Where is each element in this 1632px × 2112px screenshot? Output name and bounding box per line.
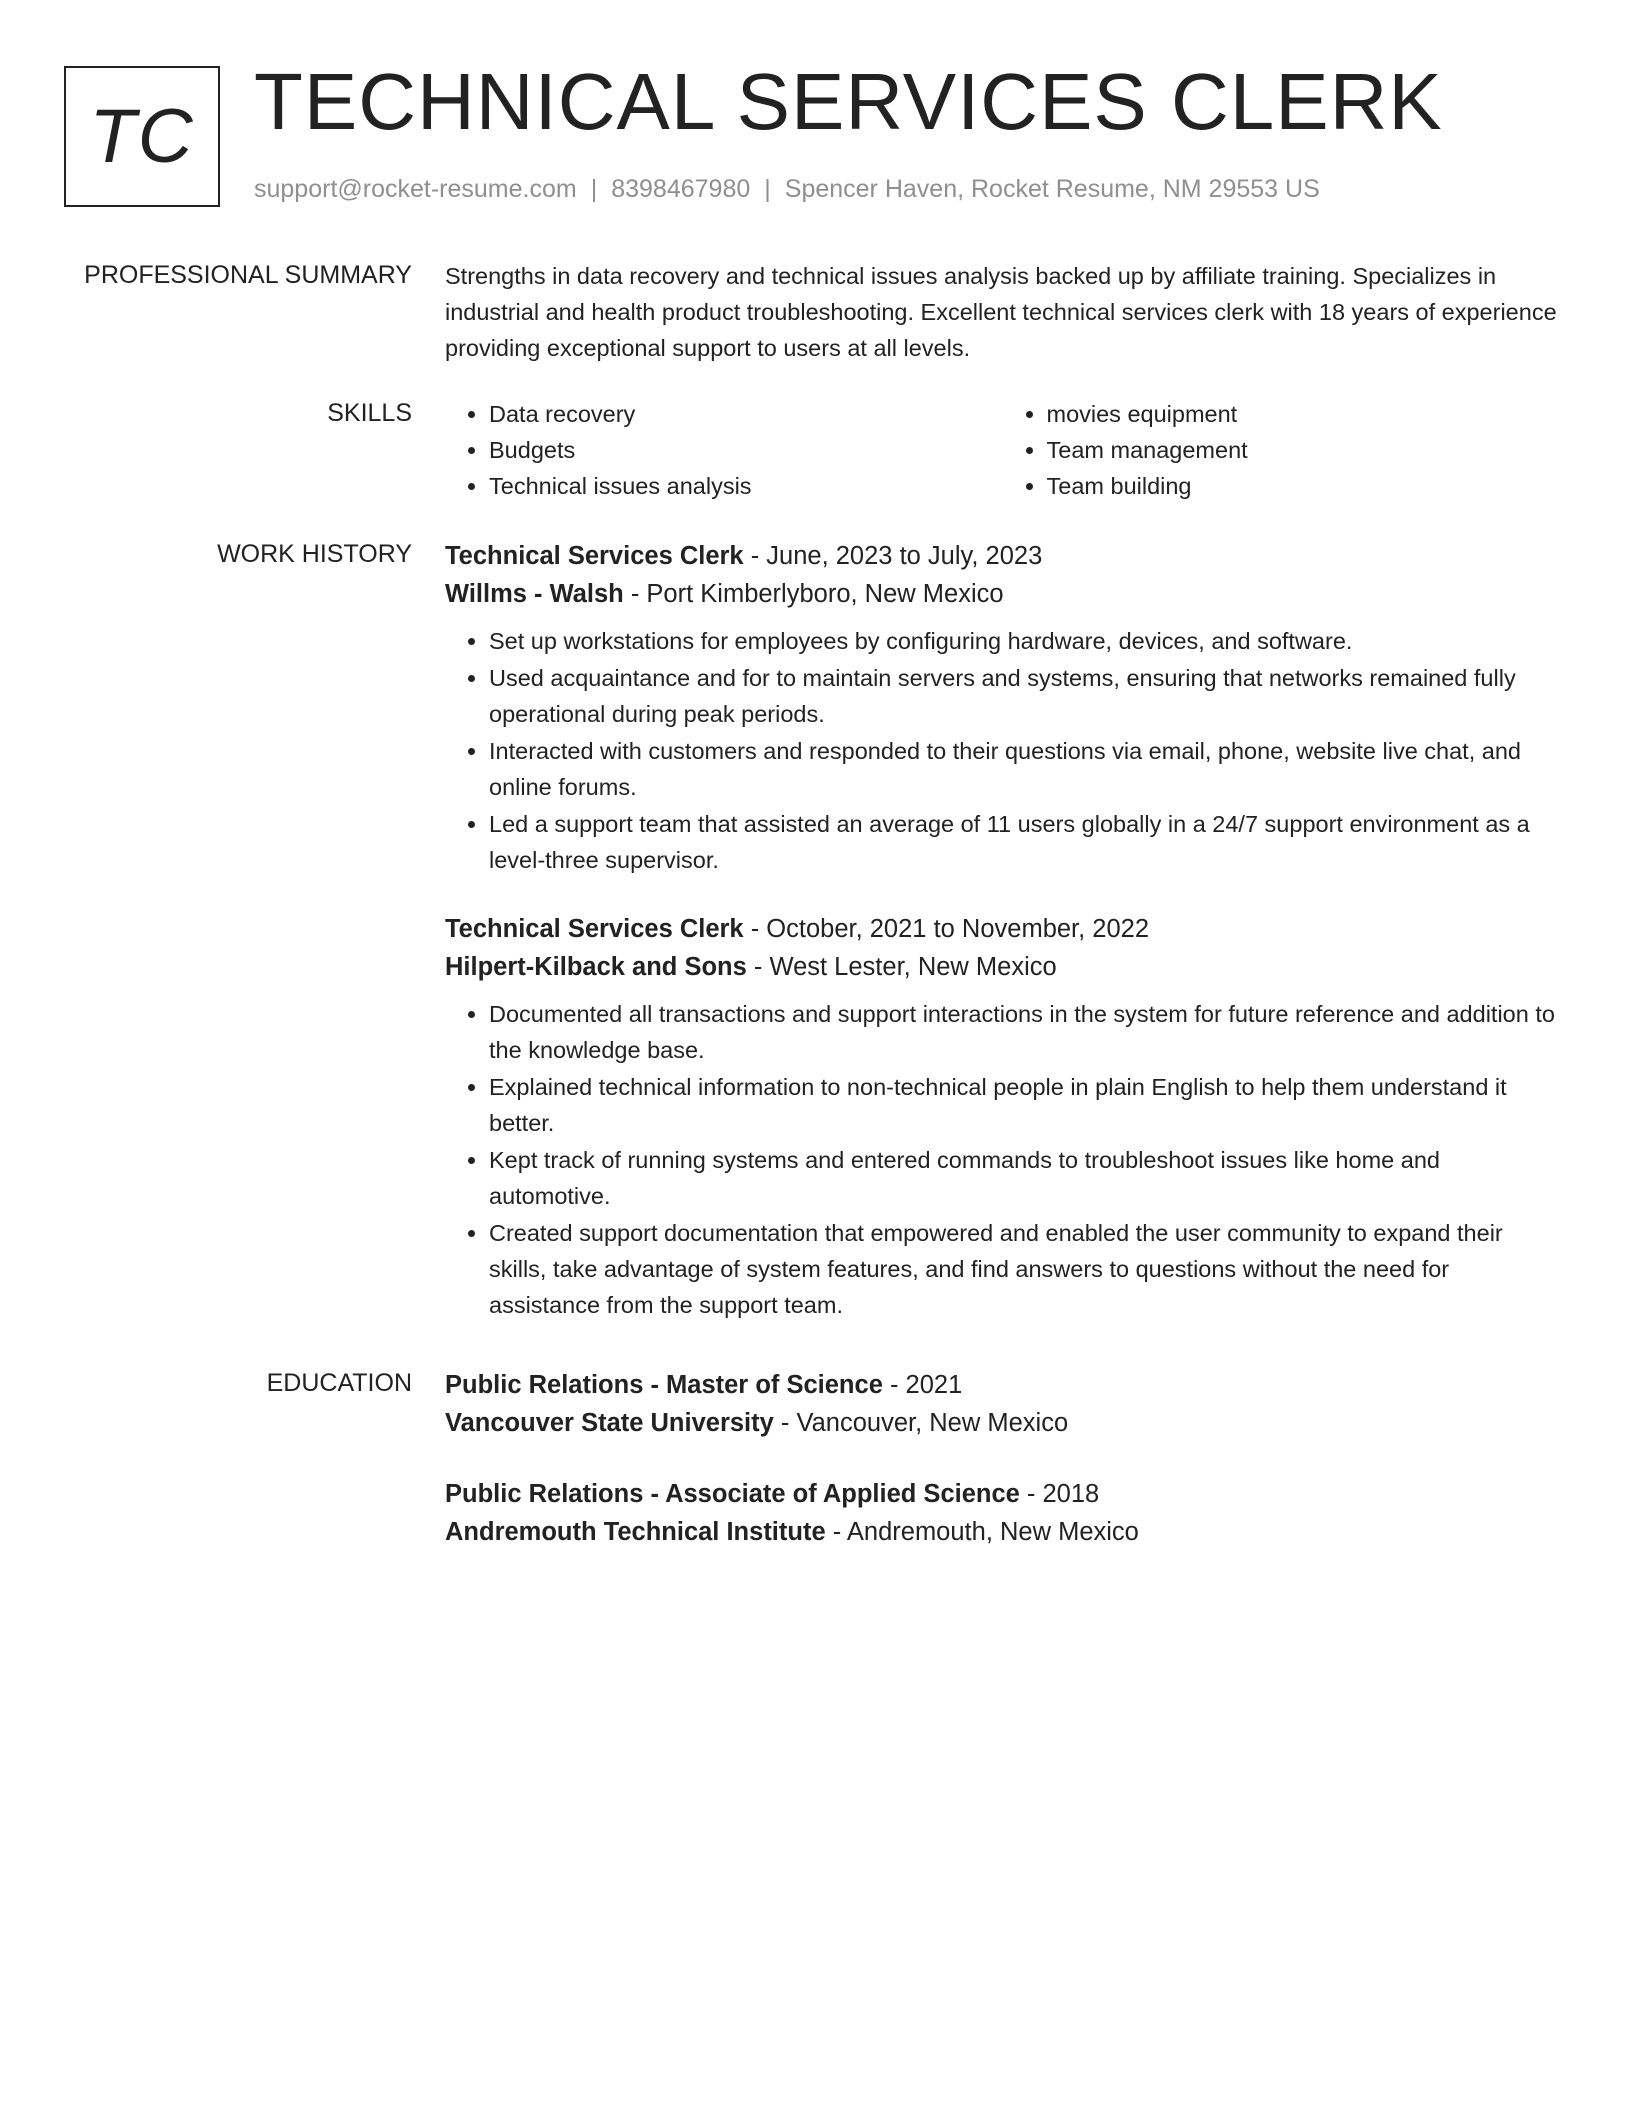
duty-item: • Set up workstations for employees by configuring hardware, devices, and software. — [489, 623, 1560, 659]
contact-line — [254, 173, 1320, 205]
skill-item: • Technical issues analysis — [489, 468, 1003, 504]
duty-item: • Created support documentation that empowered and enabled the user community to expand their skills, take advantage of system features, and find answers to questions without the need for assistance from the support team. — [489, 1215, 1560, 1323]
job-title-line — [445, 537, 1560, 575]
education-entry — [445, 1475, 1560, 1551]
education-entry — [445, 1366, 1560, 1442]
job-company-line — [445, 575, 1560, 613]
duty-item: • Interacted with customers and responded to their questions via email, phone, website live chat, and online forums. — [489, 733, 1560, 805]
duty-item: • Led a support team that assisted an average of 11 users globally in a 24/7 support environment as a level-three supervisor. — [489, 806, 1560, 878]
job-company: Willms - Walsh — [445, 580, 624, 608]
contact-email[interactable]: support@rocket-resume.com — [254, 175, 577, 203]
job-location: - West Lester, New Mexico — [746, 953, 1057, 981]
skill-item: • Budgets — [489, 432, 1003, 468]
job-title: Technical Services Clerk — [445, 542, 744, 570]
skill-item: • Team management — [1047, 432, 1561, 468]
job-dates: - June, 2023 to July, 2023 — [743, 542, 1043, 570]
school-line — [445, 1404, 1560, 1442]
skill-item: • Team building — [1047, 468, 1561, 504]
school: Andremouth Technical Institute — [445, 1518, 826, 1546]
duty-item: • Kept track of running systems and entered commands to troubleshoot issues like home and automotive. — [489, 1142, 1560, 1214]
skill-item: • Data recovery — [489, 396, 1003, 432]
contact-phone[interactable]: 8398467980 — [611, 175, 751, 203]
section-label: SKILLS — [327, 399, 412, 427]
education-content — [445, 1366, 1560, 1584]
school-location: - Vancouver, New Mexico — [773, 1409, 1069, 1437]
skills-list-right — [1003, 396, 1561, 504]
section-label: PROFESSIONAL SUMMARY — [84, 261, 412, 289]
job-title: Technical Services Clerk — [445, 915, 744, 943]
job-company-line — [445, 948, 1560, 986]
job-dates: - October, 2021 to November, 2022 — [743, 915, 1150, 943]
section-label: WORK HISTORY — [217, 540, 412, 568]
job-entry — [445, 910, 1560, 1323]
duty-item: • Documented all transactions and support interactions in the system for future reference and addition to the knowledge base. — [489, 996, 1560, 1068]
duty-item: • Explained technical information to non-technical people in plain English to help them understand it better. — [489, 1069, 1560, 1141]
degree-line — [445, 1366, 1560, 1404]
duty-item: • Used acquaintance and for to maintain servers and systems, ensuring that networks remained fully operational during peak periods. — [489, 660, 1560, 732]
monogram-logo: TC — [64, 66, 220, 207]
contact-address: Spencer Haven, Rocket Resume, NM 29553 US — [784, 175, 1320, 203]
degree: Public Relations - Associate of Applied Science — [445, 1480, 1020, 1508]
graduation-year: - 2018 — [1019, 1480, 1100, 1508]
job-entry — [445, 537, 1560, 878]
skills-content — [445, 396, 1560, 504]
school-line — [445, 1513, 1560, 1551]
work-history-content — [445, 537, 1560, 1355]
job-company: Hilpert-Kilback and Sons — [445, 953, 747, 981]
skill-item: • movies equipment — [1047, 396, 1561, 432]
summary-content — [445, 258, 1560, 366]
school: Vancouver State University — [445, 1409, 774, 1437]
graduation-year: - 2021 — [882, 1371, 963, 1399]
job-duties — [445, 623, 1560, 878]
skills-list-left — [445, 396, 1003, 504]
job-title-line — [445, 910, 1560, 948]
resume-title: TECHNICAL SERVICES CLERK — [254, 57, 1443, 146]
section-label: EDUCATION — [266, 1369, 412, 1397]
separator: | — [764, 175, 771, 203]
job-duties — [445, 996, 1560, 1323]
job-location: - Port Kimberlyboro, New Mexico — [623, 580, 1004, 608]
separator: | — [590, 175, 598, 203]
school-location: - Andremouth, New Mexico — [825, 1518, 1139, 1546]
degree: Public Relations - Master of Science — [445, 1371, 883, 1399]
degree-line — [445, 1475, 1560, 1513]
summary-text: Strengths in data recovery and technical issues analysis backed up by affiliate training. Specializes in industrial and health product troubleshooting. Excellent technical services clerk with 18 years of experience providing exceptional support to users at all levels. — [445, 263, 1557, 361]
